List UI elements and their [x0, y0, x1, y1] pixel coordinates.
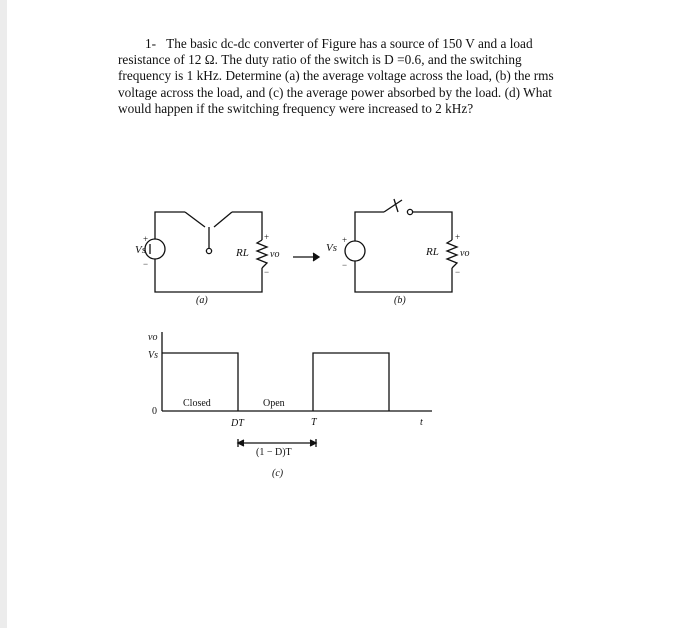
- interval-left-arrow-icon: [238, 440, 244, 446]
- caption-b: (b): [394, 295, 406, 306]
- wire-b-top-left: [355, 212, 384, 241]
- waveform-vs-label: Vs: [148, 350, 158, 361]
- open-label: Open: [263, 398, 285, 409]
- caption-c: (c): [272, 468, 284, 479]
- equivalence-arrow-icon: [293, 253, 319, 261]
- caption-a: (a): [196, 295, 208, 306]
- switch-b-blade: [384, 200, 402, 212]
- resistor-b-icon: [447, 240, 457, 268]
- circuit-b: [326, 199, 469, 306]
- waveform-c: [148, 332, 432, 479]
- switch-a-blade-left: [185, 212, 205, 227]
- interval-right-arrow-icon: [310, 440, 316, 446]
- output-b-plus: +: [455, 232, 461, 242]
- circuit-a: [135, 212, 279, 306]
- switch-a-blade-right: [214, 212, 232, 227]
- source-b-icon: [345, 241, 365, 261]
- switch-b-contact-icon: [407, 209, 412, 214]
- source-a-minus: −: [143, 259, 149, 269]
- waveform-zero-label: 0: [152, 406, 157, 417]
- switch-a-contact-icon: [206, 248, 211, 253]
- problem-number: 1-: [145, 36, 157, 51]
- source-b-label: Vs: [326, 242, 337, 254]
- source-a-label: Vs: [135, 244, 146, 256]
- pulse-2: [313, 353, 389, 411]
- output-a-plus: +: [264, 232, 270, 242]
- resistor-a-icon: [257, 240, 267, 268]
- wire-a-top-right: [232, 212, 262, 240]
- wire-a-bottom: [155, 259, 262, 292]
- wire-b-top-right: [413, 212, 452, 240]
- wire-a-top-left: [155, 212, 185, 239]
- source-b-minus: −: [342, 260, 348, 270]
- output-b-minus: −: [455, 267, 461, 277]
- time-label: t: [420, 417, 423, 428]
- resistor-a-label: RL: [236, 247, 249, 259]
- waveform-y-label: vo: [148, 332, 158, 343]
- source-b-plus: +: [342, 235, 348, 245]
- wire-b-bottom: [355, 261, 452, 292]
- resistor-b-label: RL: [426, 246, 439, 258]
- problem-text: The basic dc-dc converter of Figure has a source of 150 V and a load resistance of 12 Ω. The duty ratio of the switch is D =0.6, and the switching frequency is 1 kHz. Determine (a) the average voltage across the load, (b) the rms voltage across the load, and (c) the average power absorbed by the load. (d) What would happen if the switching frequency were increased to 2 kHz?: [118, 36, 554, 116]
- output-a-label: vo: [270, 249, 280, 260]
- dt-label: DT: [231, 418, 244, 429]
- output-b-label: vo: [460, 248, 470, 259]
- period-label: T: [311, 417, 317, 428]
- closed-label: Closed: [183, 398, 211, 409]
- output-a-minus: −: [264, 267, 270, 277]
- source-a-plus: +: [143, 234, 149, 244]
- interval-label: (1 − D)T: [256, 447, 292, 458]
